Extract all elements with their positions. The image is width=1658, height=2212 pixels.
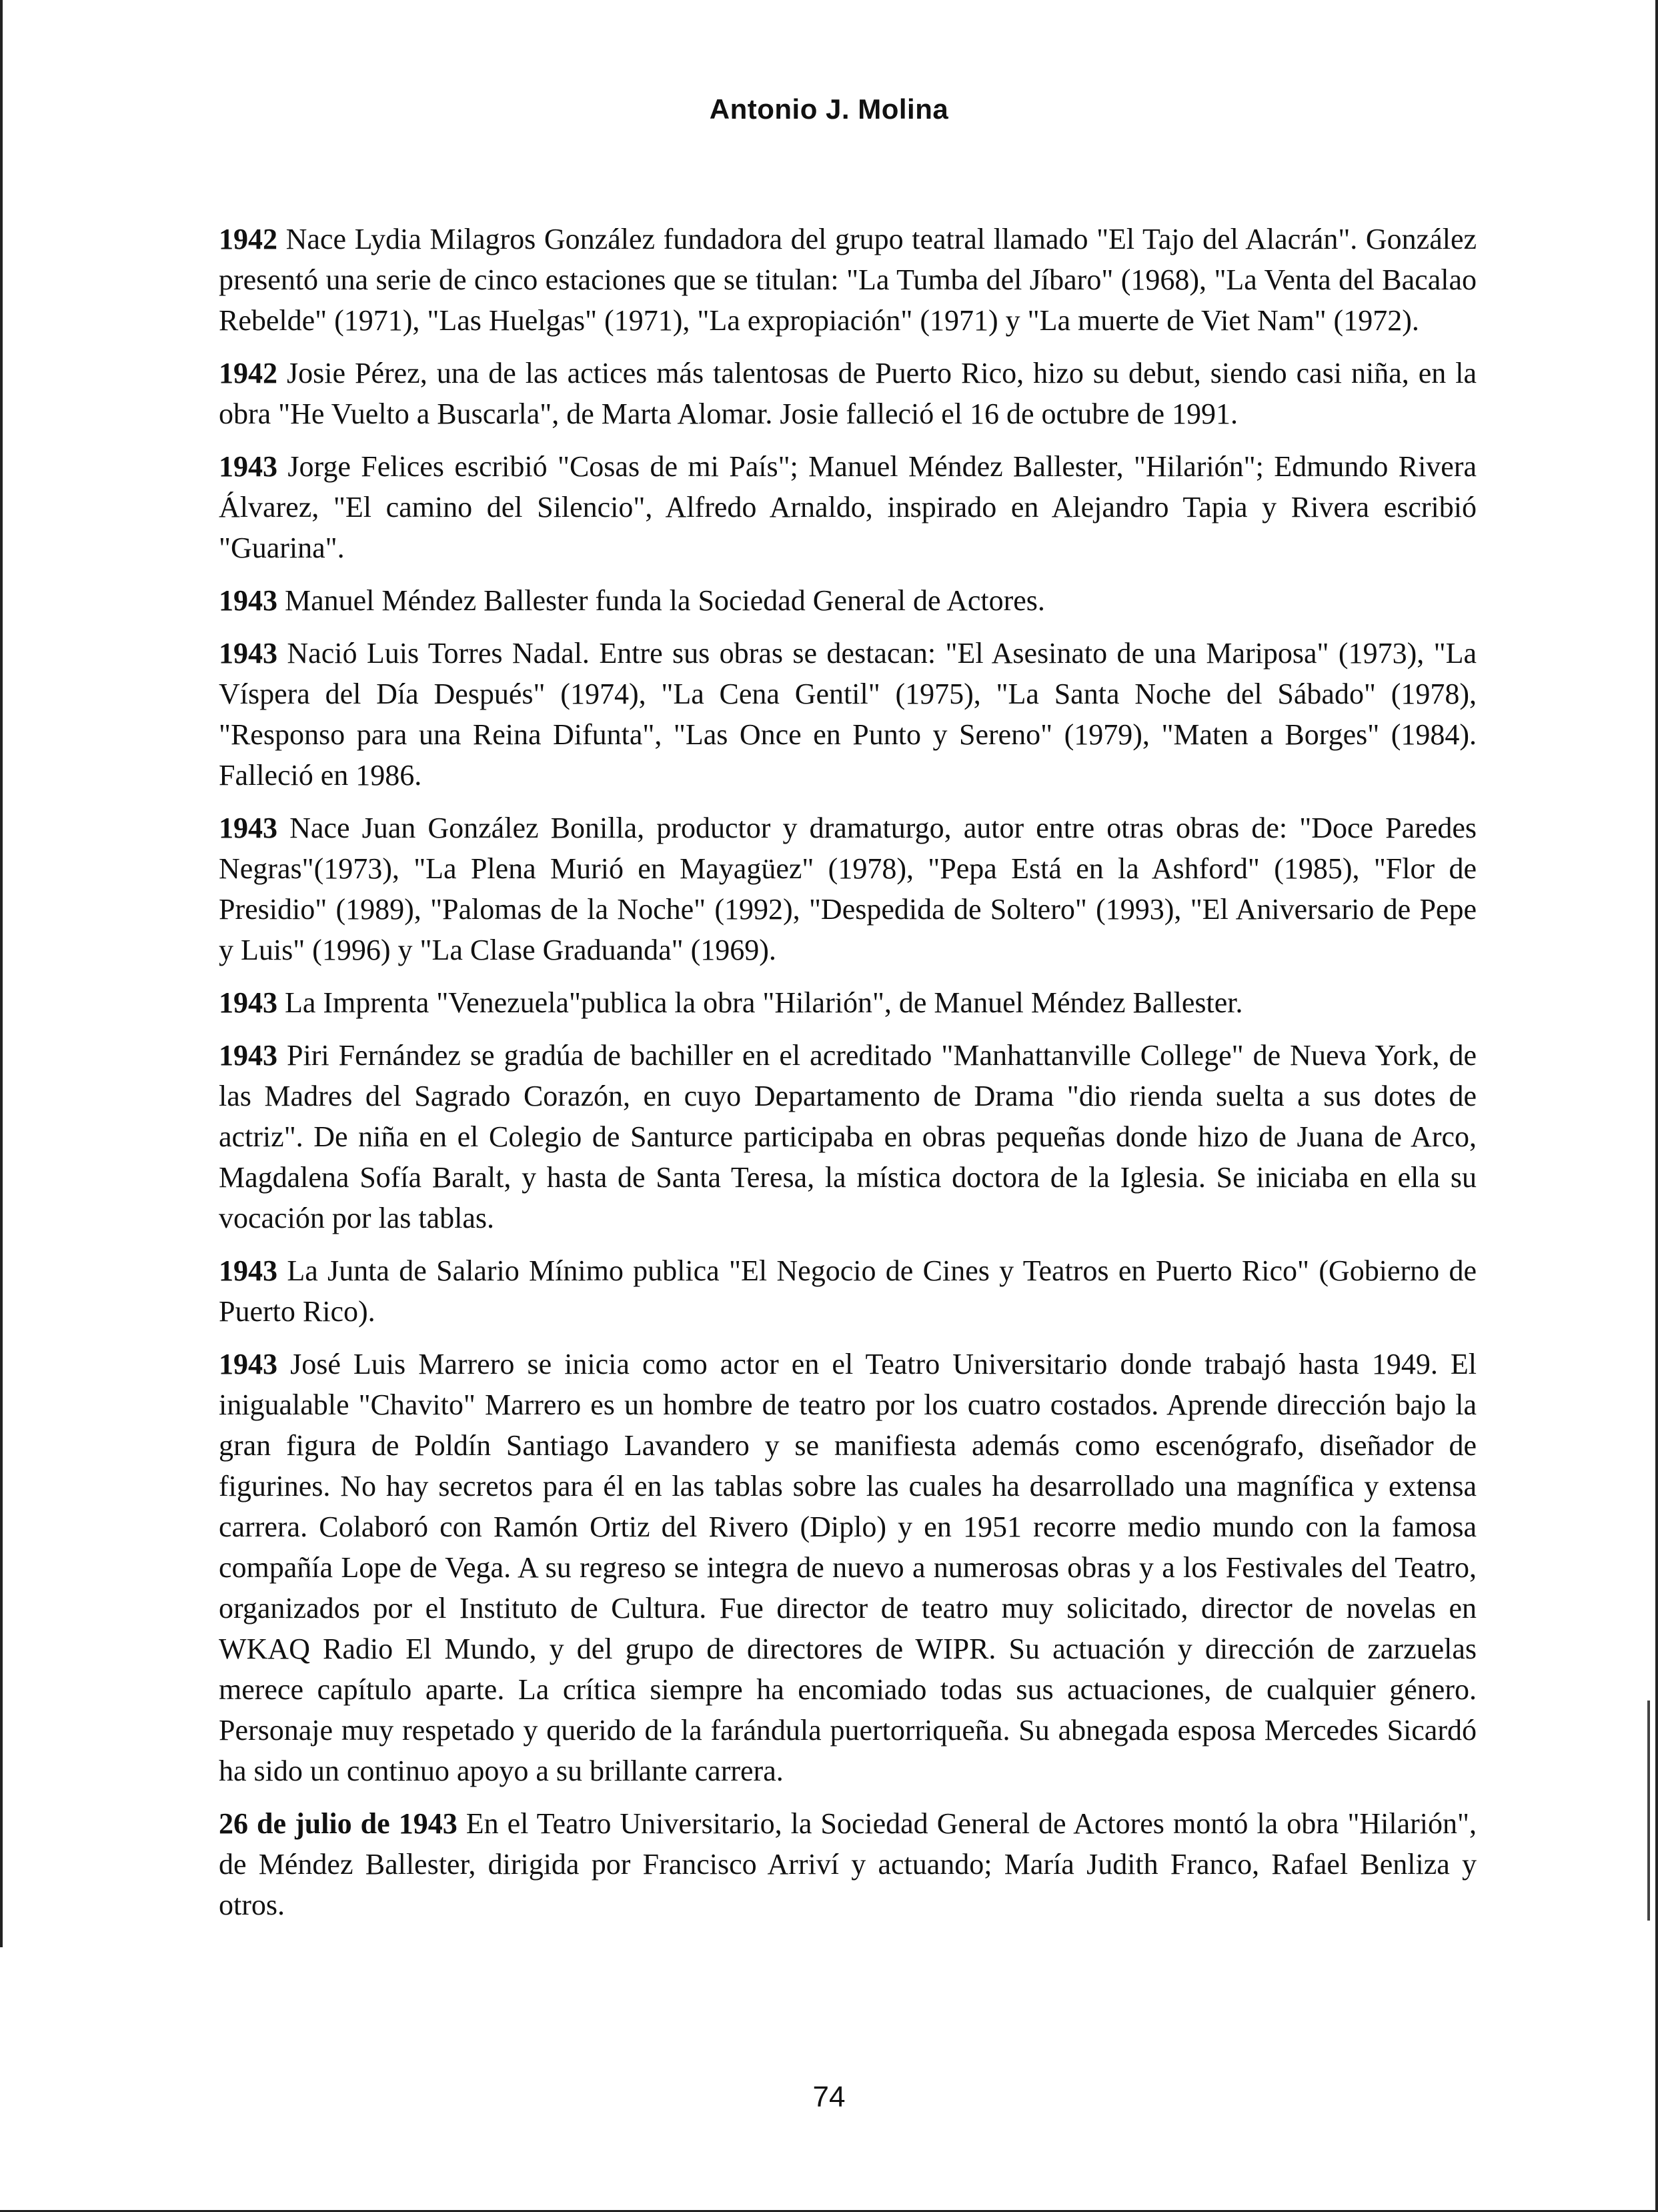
entry-text: Nace Juan González Bonilla, productor y dramaturgo, autor entre otras obras de: "Doce Paredes Negras"(1973), "La Plena Murió en Mayagüez" (1978), "Pepa Está en la Ashford" (1985), "Flor de Presidio" (1989), "Palomas de la Noche" (1992), "Despedida de Soltero" (1993), "El Aniversario de Pepe y Luis" (1996) y "La Clase Graduanda" (1969). <box>219 812 1477 966</box>
entry-date: 1943 <box>219 450 277 483</box>
entry-date: 1943 <box>219 584 277 617</box>
entry-date: 1943 <box>219 1348 277 1380</box>
chronology-entry <box>219 1344 1477 1791</box>
chronology-entry <box>219 580 1477 621</box>
page-number: 74 <box>812 2081 846 2113</box>
running-header: Antonio J. Molina <box>709 93 949 125</box>
scan-border-right-inner <box>1647 1701 1650 1921</box>
entry-date: 1942 <box>219 357 277 389</box>
chronology-entry <box>219 1035 1477 1238</box>
entry-date: 1943 <box>219 1039 277 1072</box>
entry-text: En el Teatro Universitario, la Sociedad General de Actores montó la obra "Hilarión", de Méndez Ballester, dirigida por Francisco Arriví y actuando; María Judith Franco, Rafael Benliza y otros. <box>219 1807 1477 1921</box>
entry-text: La Junta de Salario Mínimo publica "El Negocio de Cines y Teatros en Puerto Rico" (Gobierno de Puerto Rico). <box>219 1254 1477 1328</box>
entry-text: Josie Pérez, una de las actices más talentosas de Puerto Rico, hizo su debut, siendo casi niña, en la obra "He Vuelto a Buscarla", de Marta Alomar. Josie falleció el 16 de octubre de 1991. <box>219 357 1477 430</box>
page-body <box>219 219 1477 1937</box>
entry-text: José Luis Marrero se inicia como actor en el Teatro Universitario donde trabajó hasta 1949. El inigualable "Chavito" Marrero es un hombre de teatro por los cuatro costados. Aprende dirección bajo la gran figura de Poldín Santiago Lavandero y se manifiesta además como escenógrafo, diseñador de figurines. No hay secretos para él en las tablas sobre las cuales ha desarrollado una magnífica y extensa carrera. Colaboró con Ramón Ortiz del Rivero (Diplo) y en 1951 recorre medio mundo con la famosa compañía Lope de Vega. A su regreso se integra de nuevo a numerosas obras y a los Festivales del Teatro, organizados por el Instituto de Cultura. Fue director de teatro muy solicitado, director de novelas en WKAQ Radio El Mundo, y del grupo de directores de WIPR. Su actuación y dirección de zarzuelas merece capítulo aparte. La crítica siempre ha encomiado todas sus actuaciones, de cualquier género. Personaje muy respetado y querido de la farándula puertorriqueña. Su abnegada esposa Mercedes Sicardó ha sido un continuo apoyo a su brillante carrera. <box>219 1348 1477 1787</box>
entry-date: 1943 <box>219 812 277 844</box>
entry-text: Manuel Méndez Ballester funda la Sociedad General de Actores. <box>285 584 1045 617</box>
entry-date: 1943 <box>219 986 277 1019</box>
chronology-entry <box>219 1803 1477 1925</box>
entry-text: Nació Luis Torres Nadal. Entre sus obras se destacan: "El Asesinato de una Mariposa" (1973), "La Víspera del Día Después" (1974), "La Cena Gentil" (1975), "La Santa Noche del Sábado" (1978), "Responso para una Reina Difunta", "Las Once en Punto y Sereno" (1979), "Maten a Borges" (1984). Falleció en 1986. <box>219 637 1477 792</box>
entry-date: 1943 <box>219 1254 277 1287</box>
chronology-entry <box>219 982 1477 1023</box>
entry-text: Jorge Felices escribió "Cosas de mi País"; Manuel Méndez Ballester, "Hilarión"; Edmundo Rivera Álvarez, "El camino del Silencio", Alfredo Arnaldo, inspirado en Alejandro Tapia y Rivera escribió "Guarina". <box>219 450 1477 564</box>
chronology-entry <box>219 633 1477 796</box>
chronology-entry <box>219 446 1477 568</box>
scan-border-left <box>0 0 3 1947</box>
entry-text: La Imprenta "Venezuela"publica la obra "Hilarión", de Manuel Méndez Ballester. <box>285 986 1243 1019</box>
entry-date: 1943 <box>219 637 277 670</box>
scan-border-right <box>1655 0 1658 2212</box>
chronology-entry <box>219 353 1477 434</box>
entry-date: 26 de julio de 1943 <box>219 1807 458 1840</box>
chronology-entry <box>219 219 1477 341</box>
entry-text: Piri Fernández se gradúa de bachiller en el acreditado "Manhattanville College" de Nueva York, de las Madres del Sagrado Corazón, en cuyo Departamento de Drama "dio rienda suelta a sus dotes de actriz". De niña en el Colegio de Santurce participaba en obras pequeñas donde hizo de Juana de Arco, Magdalena Sofía Baralt, y hasta de Santa Teresa, la mística doctora de la Iglesia. Se iniciaba en ella su vocación por las tablas. <box>219 1039 1477 1234</box>
chronology-entry <box>219 808 1477 970</box>
entry-date: 1942 <box>219 223 277 255</box>
chronology-entry <box>219 1250 1477 1332</box>
entry-text: Nace Lydia Milagros González fundadora del grupo teatral llamado "El Tajo del Alacrán". González presentó una serie de cinco estaciones que se titulan: "La Tumba del Jíbaro" (1968), "La Venta del Bacalao Rebelde" (1971), "Las Huelgas" (1971), "La expropiación" (1971) y "La muerte de Viet Nam" (1972). <box>219 223 1477 337</box>
